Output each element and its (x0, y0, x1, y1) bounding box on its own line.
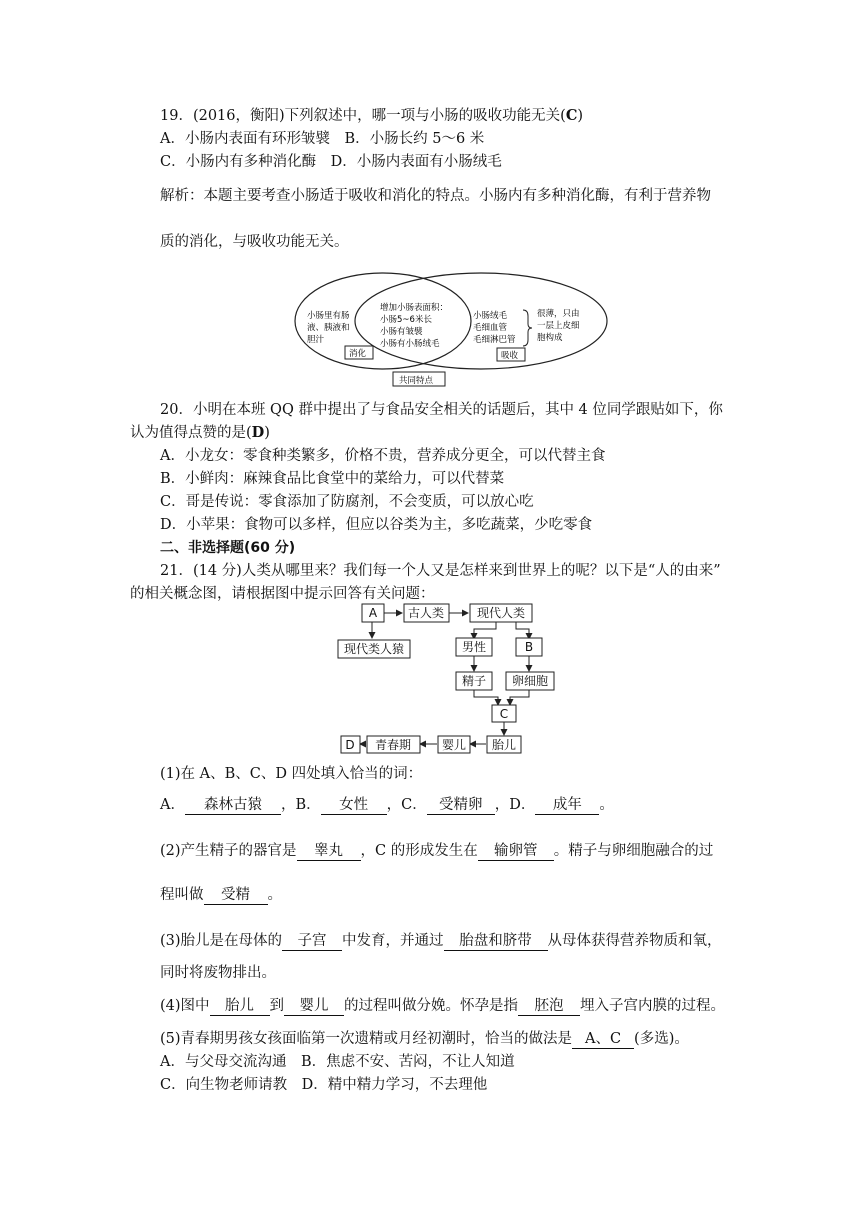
p1-c-prefix: ，C． (386, 797, 427, 813)
label-common: 共同特点 (399, 376, 434, 386)
venn-mid-4: 小肠有小肠绒毛 (380, 339, 440, 349)
arrow-egg-c (510, 689, 529, 705)
q21-p2-line1 (160, 841, 713, 861)
p4-prefix: (4)图中 (160, 998, 210, 1014)
p4-answer-fetus: 胎儿 (210, 997, 270, 1016)
node-male: 男性 (461, 640, 487, 654)
q21-p4 (160, 996, 725, 1016)
p4-answer-baby: 婴儿 (284, 997, 344, 1016)
venn-brace-3: 胞构成 (537, 333, 563, 343)
p2-prefix: (2)产生精子的器官是 (160, 843, 297, 859)
p1-b-answer: 女性 (321, 796, 387, 815)
p2-line2-prefix: 程叫做 (160, 887, 204, 903)
q20-stem-line2 (130, 423, 270, 443)
p2-mid: ，C 的形成发生在 (360, 843, 478, 859)
p4-mid2: 的过程叫做分娩。怀孕是指 (344, 998, 519, 1014)
q20-answer: D (251, 424, 265, 441)
venn-right-2: 毛细血管 (473, 323, 508, 333)
q20-stem-line1: 20．小明在本班 QQ 群中提出了与食品安全相关的话题后，其中 4 位同学跟贴如下，你 (160, 402, 723, 418)
q19-analysis-line1: 解析：本题主要考查小肠适于吸收和消化的特点。小肠内有多种消化酶，有利于营养物 (160, 188, 711, 204)
p2-answer-organ: 睾丸 (297, 842, 361, 861)
venn-brace (523, 310, 532, 346)
venn-brace-1: 很薄，只由 (537, 309, 580, 319)
concept-map (336, 601, 576, 757)
p4-mid1: 到 (269, 998, 285, 1014)
p4-post: 埋入子宫内膜的过程。 (580, 998, 726, 1014)
venn-left-1: 小肠里有肠 (307, 311, 350, 321)
venn-mid-1: 增加小肠表面积： (380, 303, 449, 313)
node-ape: 现代类人猿 (343, 642, 405, 656)
q21-p5-options-cd: C．向生物老师请教 D．精中精力学习，不去理他 (160, 1077, 488, 1093)
p3-mid: 中发育，并通过 (342, 933, 444, 949)
p3-answer-organ: 子宫 (282, 932, 342, 951)
node-ancient: 古人类 (407, 606, 445, 620)
node-a: A (368, 606, 378, 620)
p3-answer-structure: 胎盘和脐带 (444, 932, 548, 951)
q20-option-a: A．小龙女：零食种类繁多，价格不贵，营养成分更全，可以代替主食 (160, 448, 606, 464)
node-c: C (499, 707, 509, 721)
venn-diagram (291, 270, 611, 388)
q20-stem-text: 认为值得点赞的是( (130, 425, 252, 441)
q21-p1-answers (160, 795, 614, 815)
q21-p1-question: (1)在 A、B、C、D 四处填入恰当的词： (160, 766, 423, 782)
p2-answer-site: 输卵管 (478, 842, 554, 861)
p3-prefix: (3)胎儿是在母体的 (160, 933, 283, 949)
node-egg: 卵细胞 (511, 674, 549, 688)
q20-close: ) (264, 425, 270, 441)
q20-option-b: B．小鲜肉：麻辣食品比食堂中的菜给力，可以代替菜 (160, 471, 505, 487)
venn-mid-3: 小肠有皱襞 (380, 327, 423, 337)
node-d: D (345, 738, 355, 752)
venn-right-1: 小肠绒毛 (473, 311, 508, 321)
q19-options-cd: C．小肠内有多种消化酶 D．小肠内表面有小肠绒毛 (160, 154, 502, 170)
node-baby: 婴儿 (441, 738, 467, 752)
q21-p5-options-ab: A．与父母交流沟通 B．焦虑不安、苦闷，不让人知道 (160, 1054, 515, 1070)
q19-analysis-line2: 质的消化，与吸收功能无关。 (160, 234, 349, 250)
q19-stem (160, 106, 583, 126)
node-b: B (524, 640, 534, 654)
q19-answer: C (565, 107, 578, 124)
p1-b-prefix: ，B． (280, 797, 321, 813)
p5-answer: A、C (572, 1030, 634, 1049)
q21-p3-line1 (160, 931, 722, 951)
q19-stem-text: 19．(2016，衡阳)下列叙述中，哪一项与小肠的吸收功能无关( (160, 108, 566, 124)
q20-option-d: D．小苹果：食物可以多样，但应以谷类为主，多吃蔬菜，少吃零食 (160, 517, 593, 533)
venn-brace-2: 一层上皮细 (537, 321, 580, 331)
q19-close: ) (577, 108, 584, 124)
p1-a-prefix: A． (160, 797, 185, 813)
p1-a-answer: 森林古猿 (185, 796, 281, 815)
arrow-modern-male (474, 622, 496, 639)
arrow-modern-b (516, 622, 529, 639)
p1-d-prefix: ，D． (494, 797, 536, 813)
p2-post: 。精子与卵细胞融合的过 (553, 843, 714, 859)
venn-left-2: 液、胰液和 (307, 323, 350, 333)
q21-p3-line2: 同时将废物排出。 (160, 965, 276, 981)
venn-left-3: 胆汁 (307, 335, 325, 345)
q20-option-c: C．哥是传说：零食添加了防腐剂，不会变质，可以放心吃 (160, 494, 534, 510)
node-sperm: 精子 (461, 674, 487, 688)
node-fetus: 胎儿 (491, 738, 517, 752)
p1-d-answer: 成年 (535, 796, 599, 815)
p4-answer-blastocyst: 胚泡 (518, 997, 580, 1016)
q21-stem-line1: 21．(14 分)人类从哪里来？我们每一个人又是怎样来到世界上的呢？以下是“人的由来” (160, 563, 721, 579)
label-absorb: 吸收 (501, 351, 519, 361)
p5-post: (多选)。 (634, 1031, 689, 1047)
p3-post: 从母体获得营养物质和氧， (547, 933, 722, 949)
q21-p2-line2 (160, 885, 282, 905)
label-digest: 消化 (349, 349, 367, 359)
section-heading: 二、非选择题(60 分) (160, 540, 296, 556)
q21-stem-line2: 的相关概念图，请根据图中提示回答有关问题： (130, 586, 435, 602)
p2-line2-end: 。 (267, 887, 282, 903)
q19-options-ab: A．小肠内表面有环形皱襞 B．小肠长约 5～6 米 (160, 131, 485, 147)
q21-p5 (160, 1029, 689, 1049)
p1-c-answer: 受精卵 (427, 796, 495, 815)
arrow-sperm-c (474, 689, 498, 705)
p5-prefix: (5)青春期男孩女孩面临第一次遗精或月经初潮时，恰当的做法是 (160, 1031, 573, 1047)
venn-mid-2: 小肠5~6米长 (380, 315, 432, 325)
venn-right-3: 毛细淋巴管 (473, 335, 516, 345)
p1-end: 。 (599, 797, 614, 813)
node-modern: 现代人类 (476, 606, 526, 620)
p2-answer-process: 受精 (204, 886, 268, 905)
node-puberty: 青春期 (374, 738, 412, 752)
